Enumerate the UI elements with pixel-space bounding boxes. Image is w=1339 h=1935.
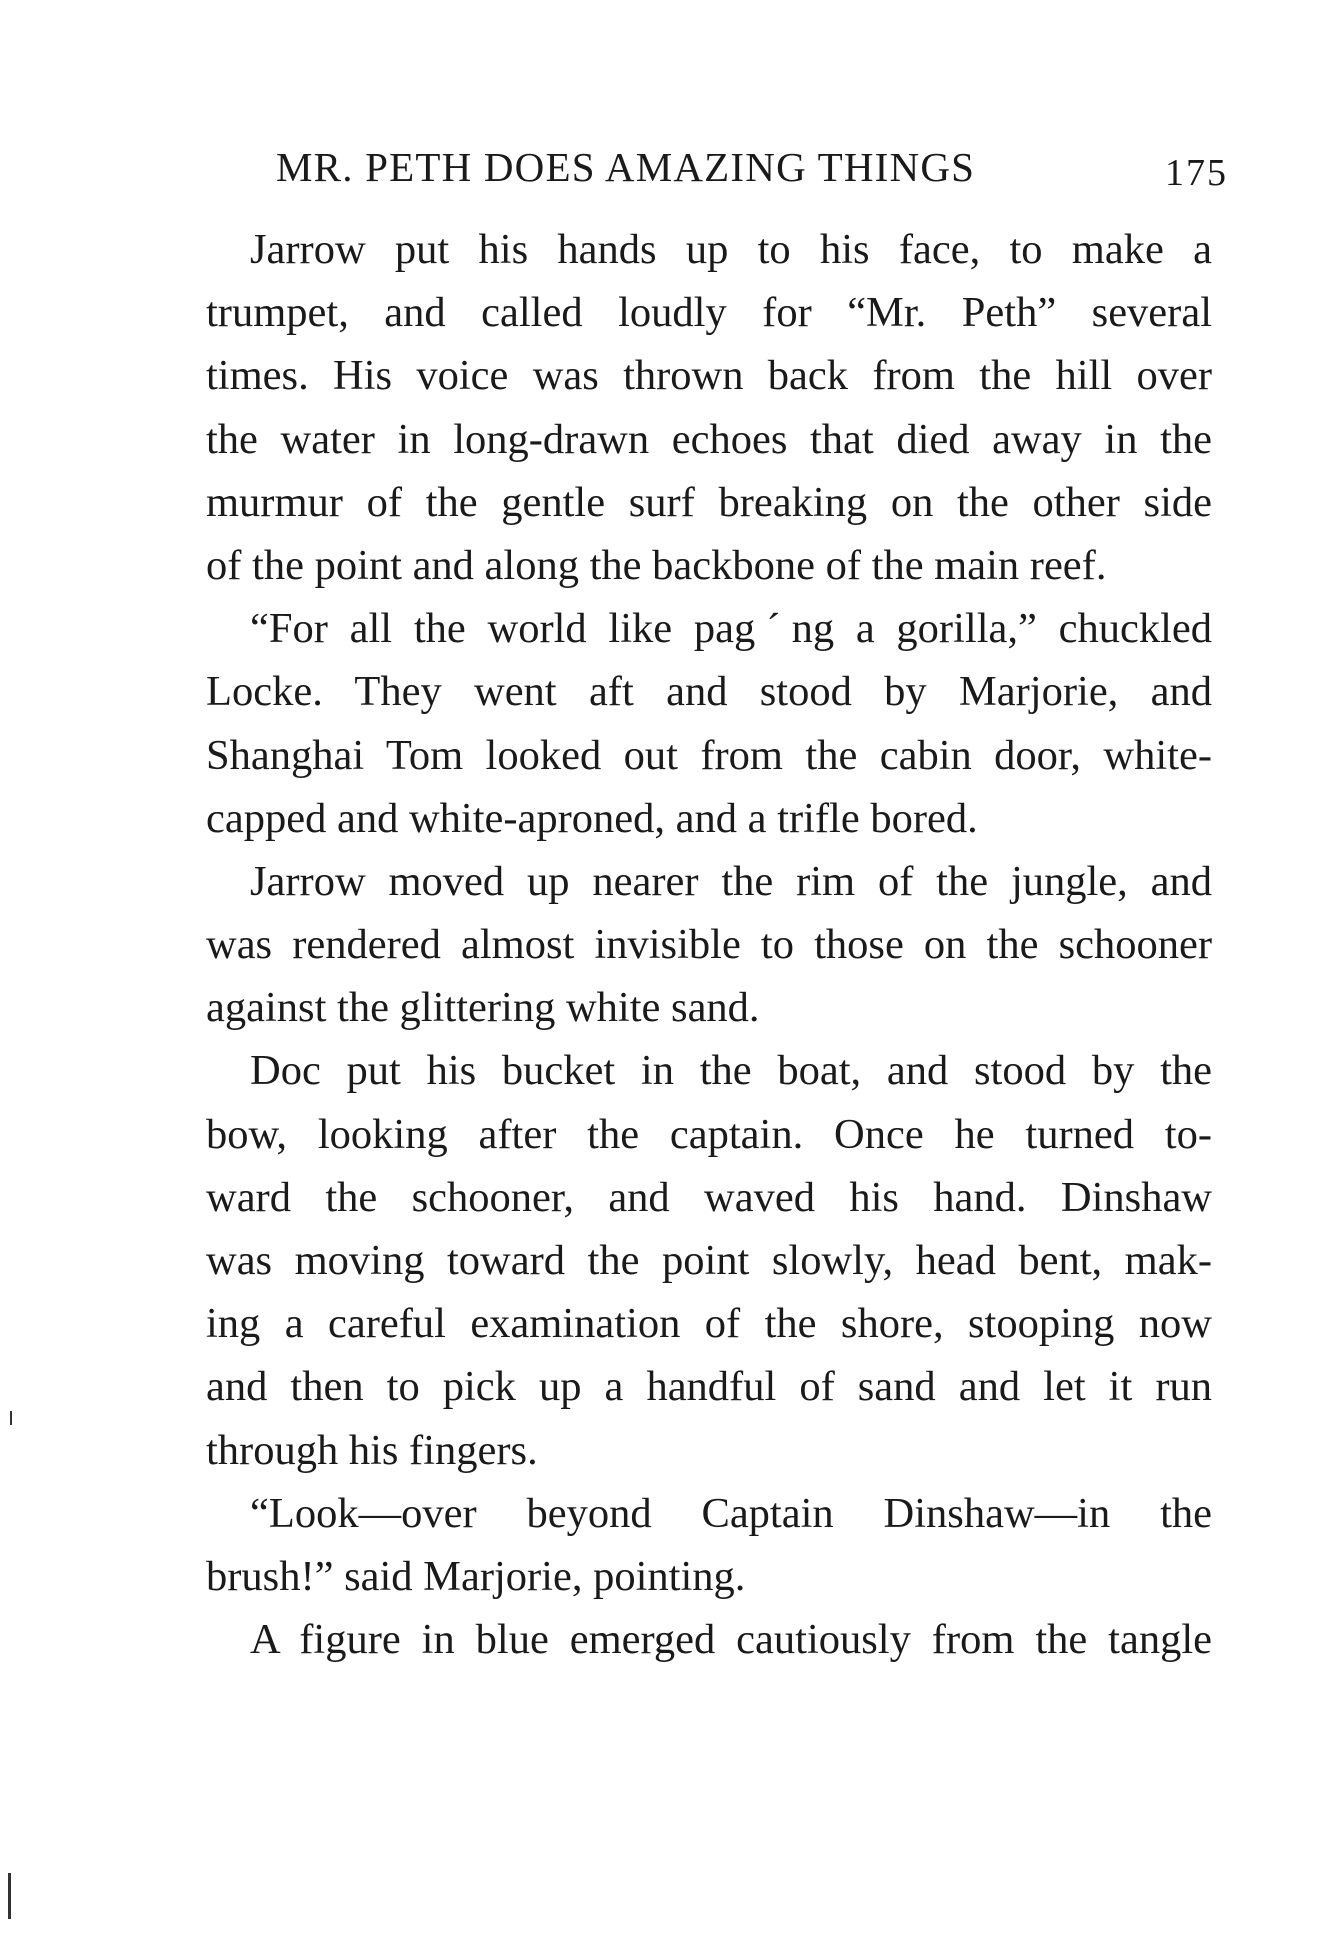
- text-line: through his fingers.: [206, 1426, 538, 1474]
- running-head: MR. PETH DOES AMAZING THINGS: [276, 144, 976, 190]
- text-line: “For all the world like pagˊng a gorilla,” chuckled: [250, 605, 1212, 653]
- text-line: the water in long-drawn echoes that died away in the: [206, 415, 1212, 463]
- text-line: trumpet, and called loudly for “Mr. Peth” several: [206, 289, 1212, 337]
- scan-mark: [10, 1411, 12, 1425]
- text-line: Jarrow put his hands up to his face, to make a: [250, 226, 1212, 273]
- page-number: 175: [1165, 152, 1228, 194]
- text-line: against the glittering white sand.: [206, 984, 760, 1032]
- text-line: was moving toward the point slowly, head bent, mak-: [206, 1237, 1212, 1284]
- text-line: times. His voice was thrown back from the hill over: [206, 352, 1212, 400]
- text-line: Shanghai Tom looked out from the cabin door, white-: [206, 731, 1212, 779]
- text-line: Locke. They went aft and stood by Marjorie, and: [206, 668, 1212, 716]
- text-line: and then to pick up a handful of sand and let it run: [206, 1363, 1212, 1411]
- text-line: Jarrow moved up nearer the rim of the jungle, and: [250, 857, 1212, 905]
- scan-mark: [8, 1873, 11, 1919]
- text-line: murmur of the gentle surf breaking on the other side: [206, 478, 1212, 526]
- text-line: brush!” said Marjorie, pointing.: [206, 1552, 746, 1600]
- text-line: “Look—over beyond Captain Dinshaw—in the: [250, 1489, 1212, 1537]
- page-header: [276, 136, 1228, 198]
- text-line: A figure in blue emerged cautiously from the tangle: [250, 1616, 1212, 1664]
- text-line: ing a careful examination of the shore, stooping now: [206, 1300, 1212, 1348]
- text-line: of the point and along the backbone of the main reef.: [206, 541, 1107, 589]
- text-line: ward the schooner, and waved his hand. Dinshaw: [206, 1173, 1212, 1221]
- text-line: capped and white-aproned, and a trifle bored.: [206, 794, 978, 842]
- text-line: Doc put his bucket in the boat, and stood by the: [250, 1047, 1212, 1095]
- text-line: bow, looking after the captain. Once he turned to-: [206, 1110, 1212, 1158]
- body-text: [206, 218, 1212, 1671]
- text-line: was rendered almost invisible to those on the schooner: [206, 921, 1212, 969]
